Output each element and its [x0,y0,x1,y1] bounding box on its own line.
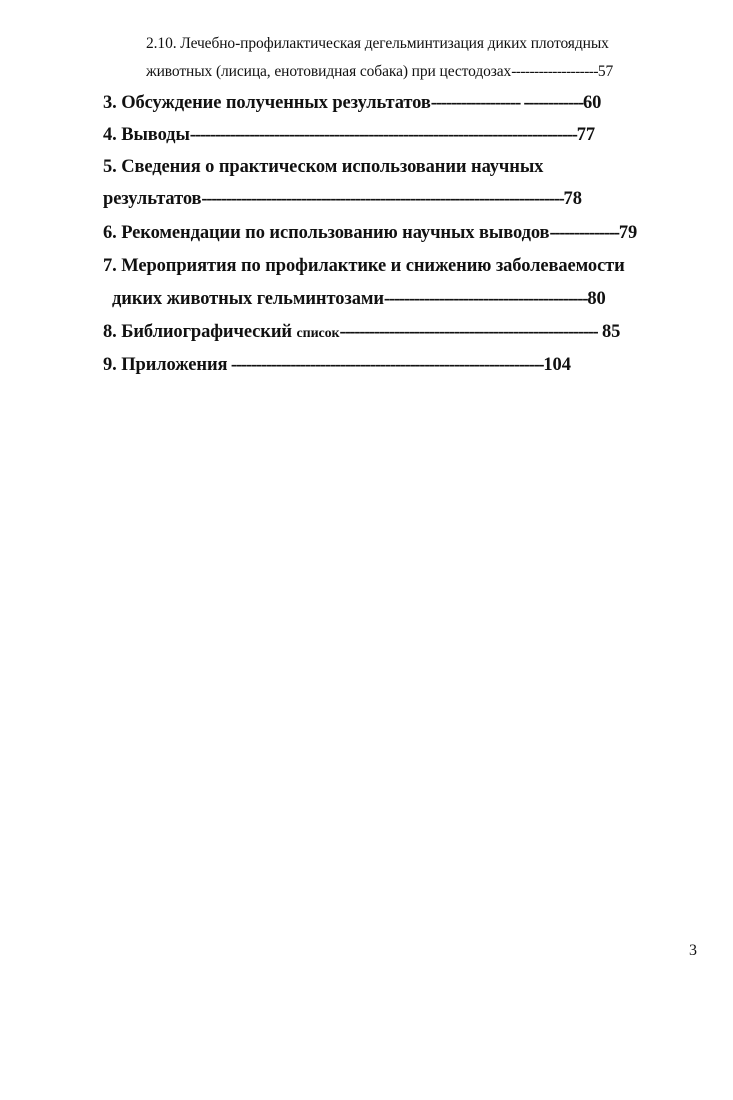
toc-page-number: 78 [563,190,582,209]
toc-entry-8 [103,323,697,342]
toc-entry-9 [103,356,697,375]
toc-page-number: 77 [576,126,596,145]
toc-entry-5-line-2 [103,190,697,209]
toc-leader-dots: --------------------------------------------------------------- [227,356,544,375]
toc-page-number: 79 [618,224,638,243]
toc-entry-number: 6. [103,224,117,243]
toc-page-number: 85 [602,323,621,342]
toc-leader-dots: ---------------------------------------------------- [339,323,598,342]
toc-leader-dots: ------------------ ------------ [430,94,583,113]
toc-entry-number: 9. [103,356,117,375]
toc-entry-text: диких животных гельминтозами [112,290,384,309]
toc-page-number: 80 [587,290,606,309]
toc-entry-text-small: список [296,326,340,341]
toc-entry-text: 2.10. Лечебно-профилактическая дегельминтизация диких плотоядных [146,36,609,52]
toc-leader-dots: ------------------- [511,64,598,80]
toc-entry-text: результатов [103,190,202,209]
toc-entry-2-10-line-2 [146,64,695,80]
toc-entry-text: Сведения о практическом использовании научных [121,158,544,177]
toc-page-number: 60 [583,94,602,113]
toc-entry-text: Мероприятия по профилактике и снижению заболеваемости [121,257,625,276]
toc-leader-dots: ----------------------------------------- [383,290,588,309]
toc-leader-dots: ------------------------------------------------------------------------------ [189,126,577,145]
toc-entry-text: Обсуждение полученных результатов [121,94,431,113]
toc-leader-dots: -------------- [549,224,619,243]
toc-entry-number: 7. [103,257,117,276]
toc-entry-number: 8. [103,323,117,342]
toc-page-number: 104 [543,356,571,375]
toc-entry-2-10-line-1 [146,36,686,52]
toc-entry-text: животных (лисица, енотовидная собака) при цестодозах [146,64,512,80]
toc-entry-6 [103,224,697,243]
toc-leader-dots: ------------------------------------------------------------------------- [201,190,564,209]
toc-entry-3 [103,94,697,113]
toc-entry-4 [103,126,697,145]
toc-entry-number: 5. [103,158,117,177]
toc-entry-5-line-1 [103,158,697,177]
toc-entry-number: 3. [103,94,117,113]
toc-entry-text: Приложения [121,356,228,375]
toc-entry-7-line-2 [112,290,697,309]
toc-entry-7-line-1 [103,257,703,276]
toc-entry-number: 4. [103,126,117,145]
toc-entry-text: Рекомендации по использованию научных выводов [121,224,550,243]
toc-page-number: 57 [597,64,614,80]
toc-entry-text: Выводы [121,126,190,145]
page-number: 3 [689,942,697,959]
toc-entry-text: Библиографический [121,323,292,342]
